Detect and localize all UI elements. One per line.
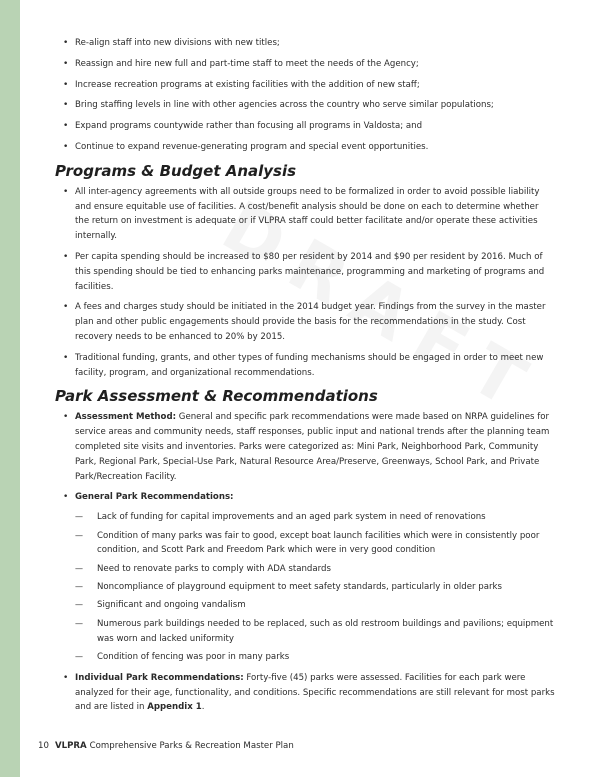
assessment-method-label: Assessment Method: xyxy=(75,412,177,423)
list-item: • Re-align staff into new divisions with new titles; xyxy=(55,36,555,51)
programs-bullet-list xyxy=(55,185,555,381)
list-item: — Condition of many parks was fair to good, except boat launch facilities which were in consistently poor condition, and Scott Park and Freedom Park which were in very good condition xyxy=(75,529,555,559)
list-item: — Need to renovate parks to comply with ADA standards xyxy=(75,562,555,577)
list-item: • Increase recreation programs at existing facilities with the addition of new staff; xyxy=(55,78,555,93)
assessment-method-text: General and specific park recommendations were made based on NRPA guidelines for service areas and community needs, staff responses, public input and national trends after the planning team completed site visits and inventories. Parks were categorized as: Mini Park, Neighborhood Park, Community Park, Regional Park, Special-Use Park, Natural Resource Area/Preserve, Greenways, School Park, and Private Park/Recreation Facility. xyxy=(75,412,550,482)
list-item: • Expand programs countywide rather than focusing all programs in Valdosta; and xyxy=(55,119,555,134)
page-footer xyxy=(38,741,294,751)
list-item: • All inter-agency agreements with all outside groups need to be formalized in order to avoid possible liability and ensure equitable use of facilities. A cost/benefit analysis should be done on each to determine whether the return on investment is adequate or if VLPRA staff could better facilitate and/or operate these activities internally. xyxy=(55,185,555,244)
list-item: — Significant and ongoing vandalism xyxy=(75,598,555,613)
footer-title: Comprehensive Parks & Recreation Master Plan xyxy=(89,741,294,751)
list-item: — Noncompliance of playground equipment to meet safety standards, particularly in older parks xyxy=(75,580,555,595)
general-recommendations-item xyxy=(55,490,555,665)
individual-recommendations-item xyxy=(55,671,555,715)
parks-bullet-list xyxy=(55,410,555,715)
list-item: • Continue to expand revenue-generating program and special event opportunities. xyxy=(55,140,555,155)
page-content xyxy=(55,36,555,721)
list-item: • Reassign and hire new full and part-time staff to meet the needs of the Agency; xyxy=(55,57,555,72)
section-heading-parks: Park Assessment & Recommendations xyxy=(55,387,378,406)
side-accent-bar xyxy=(0,0,20,777)
list-item: — Condition of fencing was poor in many parks xyxy=(75,650,555,665)
appendix-reference: Appendix 1 xyxy=(147,702,202,713)
list-item: • Per capita spending should be increased to $80 per resident by 2014 and $90 per resident by 2016. Much of this spending should be tied to enhancing parks maintenance, programming and marketing of programs and facilities. xyxy=(55,250,555,294)
list-item: • Traditional funding, grants, and other types of funding mechanisms should be engaged in order to meet new facility, program, and organizational recommendations. xyxy=(55,351,555,381)
staffing-bullet-list xyxy=(55,36,555,155)
page-number: 10 xyxy=(38,741,49,751)
assessment-method-item xyxy=(55,410,555,484)
footer-brand: VLPRA xyxy=(54,741,87,751)
general-recommendations-list xyxy=(75,510,555,665)
section-heading-programs: Programs & Budget Analysis xyxy=(55,161,297,180)
general-recommendations-label: General Park Recommendations: xyxy=(75,492,234,503)
list-item: • A fees and charges study should be initiated in the 2014 budget year. Findings from the survey in the master plan and other public engagements should provide the basis for the recommendations in the study. Cost recovery needs to be enhanced to 20% by 2015. xyxy=(55,300,555,344)
individual-recommendations-label: Individual Park Recommendations: xyxy=(75,672,244,683)
list-item: — Numerous park buildings needed to be replaced, such as old restroom buildings and pavilions; equipment was worn and lacked uniformity xyxy=(75,617,555,647)
individual-recommendations-text: Forty-five (45) parks were assessed. Facilities for each park were analyzed for their age, functionality, and conditions. Specific recommendations are still relevant for most parks and are listed in xyxy=(75,672,555,713)
sentence-end: . xyxy=(201,702,205,713)
list-item: — Lack of funding for capital improvements and an aged park system in need of renovations xyxy=(75,510,555,525)
list-item: • Bring staffing levels in line with other agencies across the country who serve similar populations; xyxy=(55,98,555,113)
